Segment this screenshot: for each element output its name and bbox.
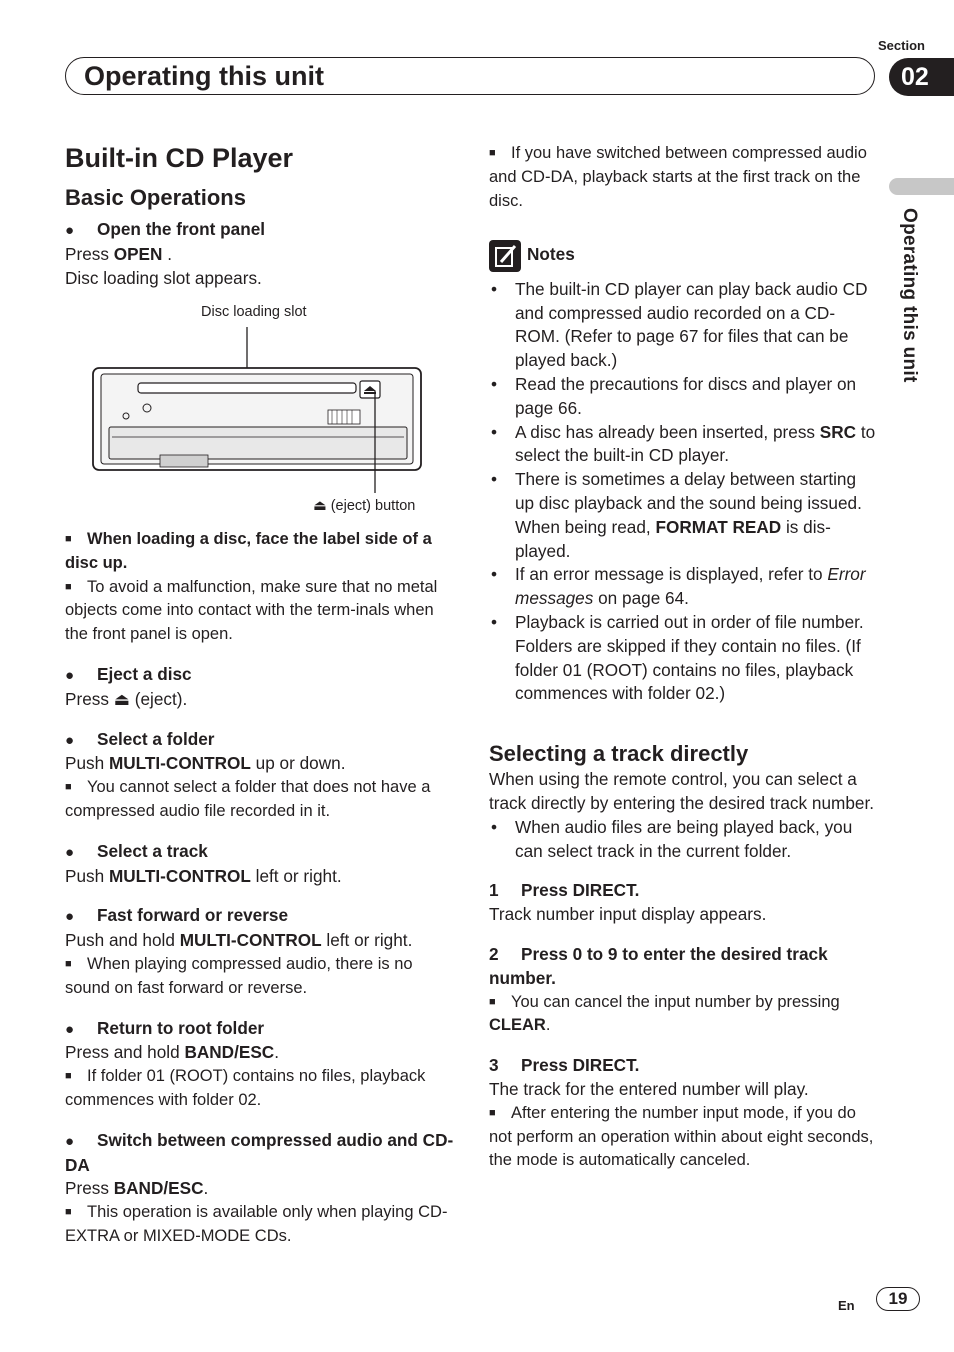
notes-icon — [489, 240, 521, 272]
heading-selecting-track: Selecting a track directly — [489, 741, 749, 767]
notes-list — [489, 278, 877, 706]
note-loading: ■ When loading a disc, face the label side of a disc up. — [65, 530, 432, 572]
side-tab-label: Operating this unit — [899, 208, 920, 383]
note-item: • Read the precautions for discs and player on page 66. — [489, 373, 877, 421]
cd-player-figure — [90, 325, 430, 505]
op-heading-eject: ● Eject a disc — [65, 663, 455, 688]
left-column — [65, 142, 455, 290]
step-2-note: ■ You can cancel the input number by pressing CLEAR. — [489, 992, 840, 1035]
op-line-ff: Push and hold MULTI-CONTROL left or right. — [65, 930, 413, 951]
step-1-desc: Track number input display appears. — [489, 904, 767, 925]
op-line-track: Push MULTI-CONTROL left or right. — [65, 865, 342, 886]
op-line-open-2: Disc loading slot appears. — [65, 267, 262, 288]
heading-basic-operations: Basic Operations — [65, 185, 246, 210]
sel-intro: When using the remote control, you can select a track directly by entering the desired track number. — [489, 769, 874, 813]
section-label: Section — [878, 38, 925, 53]
note-item: • There is sometimes a delay between starting up disc playback and the sound being issued. When being read, FORMAT READ is dis-played. — [489, 468, 877, 563]
slot-caption: Disc loading slot — [201, 304, 307, 320]
sel-bullet: • When audio files are being played back, you can select track in the current folder. — [489, 816, 877, 864]
language-label: En — [838, 1298, 855, 1313]
note-root: ■ If folder 01 (ROOT) contains no files, playback commences with folder 02. — [65, 1067, 426, 1109]
note-item: • Playback is carried out in order of file number. Folders are skipped if they contain no files. (If folder 01 (ROOT) contains no files, playback commences with folder 02.) — [489, 611, 877, 706]
op-line-switch: Press BAND/ESC. — [65, 1178, 209, 1199]
note-item: • The built-in CD player can play back audio CD and compressed audio recorded on a CD-ROM. (Refer to page 67 for files that can be played back.) — [489, 278, 877, 373]
op-line-eject: Press ⏏ (eject). — [65, 688, 188, 709]
left-column-lower — [65, 528, 455, 1249]
op-heading-ff: ● Fast forward or reverse — [65, 904, 455, 929]
note-item: • If an error message is displayed, refer to Error messages on page 64. — [489, 563, 877, 611]
sel-list — [489, 816, 877, 864]
note-malfunction: ■ To avoid a malfunction, make sure that no metal objects come into contact with the term-inals when the front panel is open. — [65, 577, 438, 644]
note-switch: ■ This operation is available only when playing CD-EXTRA or MIXED-MODE CDs. — [65, 1203, 448, 1245]
page-number: 19 — [876, 1287, 920, 1311]
op-heading-root: ● Return to root folder — [65, 1017, 455, 1042]
section-number: 02 — [889, 58, 954, 96]
right-column — [489, 142, 877, 1173]
eject-caption: ⏏ (eject) button — [313, 498, 416, 514]
op-line-folder: Push MULTI-CONTROL up or down. — [65, 753, 346, 774]
note-folder: ■ You cannot select a folder that does not have a compressed audio file recorded in it. — [65, 778, 431, 820]
op-heading-switch: ● Switch between compressed audio and CD-DA — [65, 1129, 455, 1178]
heading-built-in-cd-player: Built-in CD Player — [65, 143, 294, 173]
op-heading-track: ● Select a track — [65, 840, 455, 865]
step-3-note: ■ After entering the number input mode, if you do not perform an operation within about eight seconds, the mode is automatically canceled. — [489, 1103, 874, 1170]
step-3: 3 Press DIRECT. — [489, 1055, 640, 1076]
step-2: 2 Press 0 to 9 to enter the desired track number. — [489, 943, 828, 988]
op-heading-open: ● Open the front panel — [65, 218, 455, 243]
op-heading-folder: ● Select a folder — [65, 728, 455, 753]
step-1: 1 Press DIRECT. — [489, 880, 640, 901]
op-line-root: Press and hold BAND/ESC. — [65, 1042, 279, 1063]
note-ff: ■ When playing compressed audio, there is no sound on fast forward or reverse. — [65, 954, 413, 997]
op-line-open: Press OPEN . — [65, 243, 172, 264]
note-switch-playback: ■ If you have switched between compressed audio and CD-DA, playback starts at the first track on the disc. — [489, 144, 867, 210]
step-3-desc: The track for the entered number will play. — [489, 1078, 809, 1099]
page-title: Operating this unit — [84, 61, 324, 91]
note-item: • A disc has already been inserted, press SRC to select the built-in CD player. — [489, 421, 877, 469]
notes-heading: Notes — [489, 237, 877, 271]
side-tab-marker — [889, 178, 954, 195]
